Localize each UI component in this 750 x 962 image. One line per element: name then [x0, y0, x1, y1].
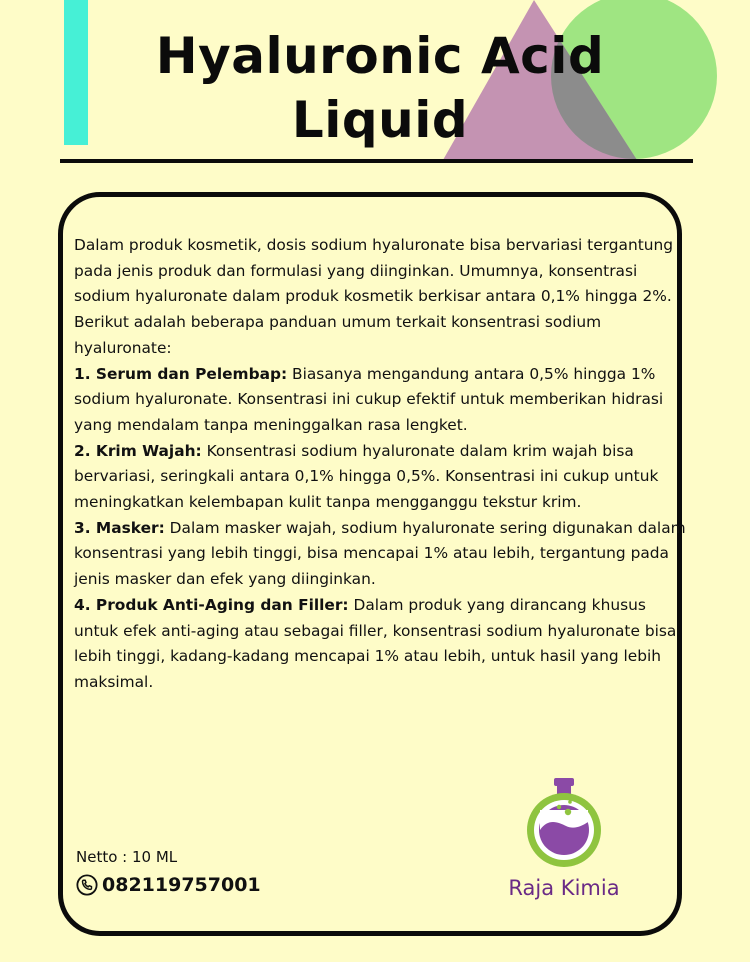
phone-icon — [76, 874, 98, 896]
paragraph-heading: 1. Serum dan Pelembap: — [74, 364, 288, 383]
paragraph-serum — [74, 362, 686, 439]
brand-name: Raja Kimia — [508, 876, 620, 900]
phone-contact — [76, 874, 261, 896]
paragraph-masker — [74, 516, 686, 593]
title-line-1: Hyaluronic Acid — [155, 27, 605, 85]
body-text — [74, 233, 686, 696]
brand-logo — [494, 776, 634, 900]
title-underline — [60, 159, 693, 163]
paragraph-krim — [74, 439, 686, 516]
product-footer — [76, 846, 261, 896]
paragraph-heading: 4. Produk Anti-Aging dan Filler: — [74, 595, 349, 614]
paragraph-text: Dalam produk yang dirancang khusus untuk efek anti-aging atau sebagai filler, konsentrasi sodium hyaluronate bisa lebih tinggi, kadang-kadang mencapai 1% atau lebih, untuk hasil yang lebih maksimal. — [74, 595, 677, 691]
paragraph-heading: 2. Krim Wajah: — [74, 441, 202, 460]
flask-icon — [522, 776, 606, 870]
netto-label: Netto : 10 ML — [76, 848, 178, 866]
paragraph-anti-aging — [74, 593, 686, 696]
paragraph-heading: 3. Masker: — [74, 518, 165, 537]
paragraph-text: Biasanya mengandung antara 0,5% hingga 1% sodium hyaluronate. Konsentrasi ini cukup efektif untuk memberikan hidrasi yang mendalam tanpa meninggalkan rasa lengket. — [74, 364, 664, 434]
page-title — [120, 24, 640, 152]
phone-number: 082119757001 — [102, 874, 261, 896]
paragraph-text: Dalam masker wajah, sodium hyaluronate sering digunakan dalam konsentrasi yang lebih tinggi, bisa mencapai 1% atau lebih, tergantung pada jenis masker dan efek yang diinginkan. — [74, 518, 686, 589]
paragraph-intro — [74, 233, 686, 362]
paragraph-text: Konsentrasi sodium hyaluronate dalam krim wajah bisa bervariasi, seringkali antara 0,1% hingga 0,5%. Konsentrasi ini cukup untuk meningkatkan kelembapan kulit tanpa mengganggu tekstur krim. — [74, 441, 659, 512]
paragraph-text: Dalam produk kosmetik, dosis sodium hyaluronate bisa bervariasi tergantung pada jenis produk dan formulasi yang diinginkan. Umumnya, konsentrasi sodium hyaluronate dalam produk kosmetik berkisar antara 0,1% hingga 2%. Berikut adalah beberapa panduan umum terkait konsentrasi sodium hyaluronate: — [74, 236, 674, 357]
title-line-2: Liquid — [291, 91, 469, 149]
